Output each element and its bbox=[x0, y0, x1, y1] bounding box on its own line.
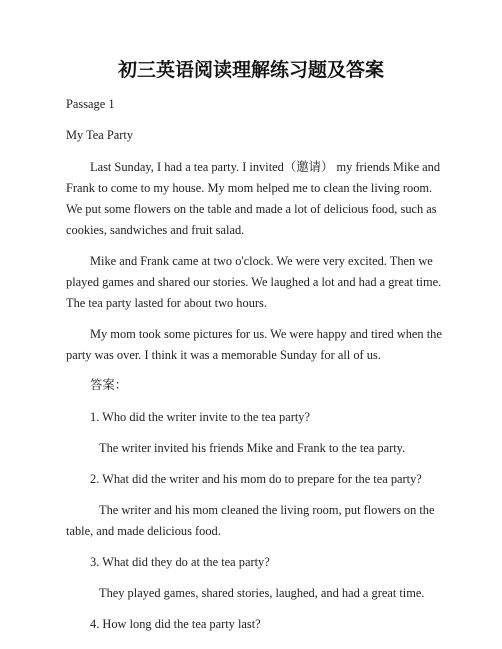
answer-1: The writer invited his friends Mike and Frank to the tea party. bbox=[99, 441, 406, 455]
paragraph-3-line: My mom took some pictures for us. We were happy and tired when the bbox=[90, 327, 442, 341]
paragraph-1-line: cookies, sandwiches and fruit salad. bbox=[66, 223, 245, 237]
paragraph-2-line: The tea party lasted for about two hours. bbox=[66, 296, 267, 310]
paragraph-1 bbox=[66, 157, 444, 241]
paragraph-2 bbox=[66, 251, 444, 314]
answers-label: 答案： bbox=[90, 378, 128, 392]
paragraph-1-line: We put some flowers on the table and made a lot of delicious food, such as bbox=[66, 202, 437, 216]
story-title: My Tea Party bbox=[66, 128, 134, 142]
answer-3: They played games, shared stories, laughed, and had a great time. bbox=[99, 586, 425, 600]
paragraph-1-line: Frank to come to my house. My mom helped me to clean the living room. bbox=[66, 181, 433, 195]
paragraph-2-line: Mike and Frank came at two o'clock. We were very excited. Then we bbox=[90, 254, 433, 268]
answer-2-line: table, and made delicious food. bbox=[66, 524, 221, 538]
question-2: 2. What did the writer and his mom do to prepare for the tea party? bbox=[90, 472, 422, 486]
passage-label: Passage 1 bbox=[66, 97, 115, 111]
document-title: 初三英语阅读理解练习题及答案 bbox=[117, 59, 384, 81]
paragraph-3 bbox=[66, 324, 444, 366]
question-4: 4. How long did the tea party last? bbox=[90, 617, 261, 631]
question-1: 1. Who did the writer invite to the tea party? bbox=[90, 410, 310, 424]
paragraph-1-line: Last Sunday, I had a tea party. I invited（邀请） my friends Mike and bbox=[90, 160, 441, 174]
answer-2 bbox=[66, 500, 444, 542]
question-3: 3. What did they do at the tea party? bbox=[90, 555, 270, 569]
answer-2-line: The writer and his mom cleaned the living room, put flowers on the bbox=[99, 503, 435, 517]
paragraph-3-line: party was over. I think it was a memorable Sunday for all of us. bbox=[66, 348, 381, 362]
paragraph-2-line: played games and shared our stories. We laughed a lot and had a great time. bbox=[66, 275, 442, 289]
